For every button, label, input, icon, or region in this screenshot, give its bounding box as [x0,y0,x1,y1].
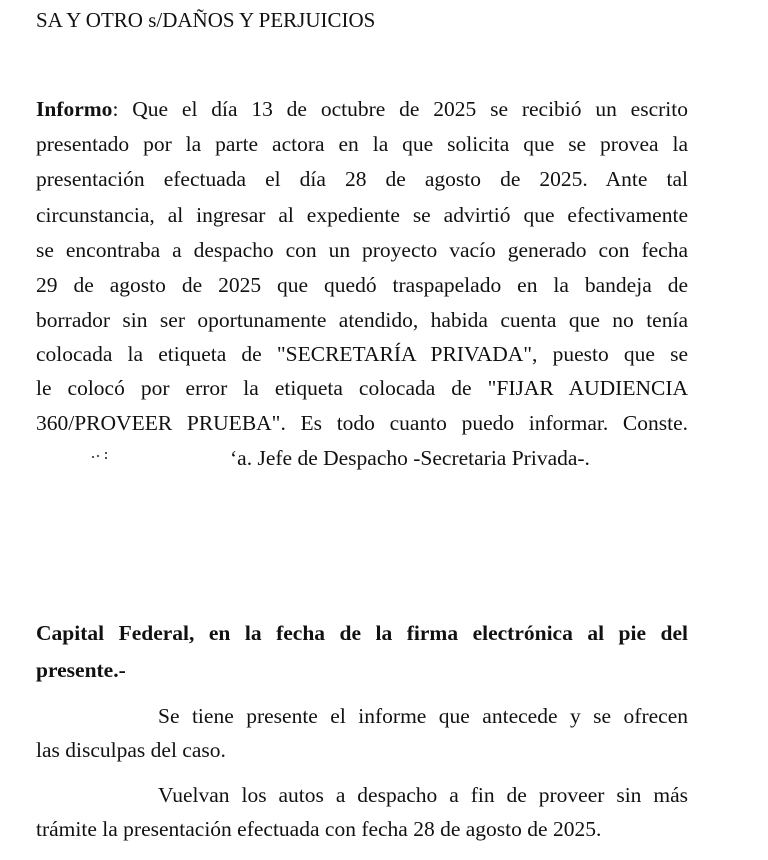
informe-line-2: presentado por la parte actora en la que solicita que se provea la [36,132,688,156]
redaction-mark [90,452,114,460]
informe-line-4: circunstancia, al ingresar al expediente se advirtió que efectivamente [36,203,688,227]
informe-line-1-text: : Que el día 13 de octubre de 2025 se recibió un escrito [112,97,688,121]
informe-line-9: le colocó por error la etiqueta colocada de "FIJAR AUDIENCIA [36,376,688,400]
informe-line-7: borrador sin ser oportunamente atendido, habida cuenta que no tenía [36,308,688,332]
case-caption: SA Y OTRO s/DAÑOS Y PERJUICIOS [36,8,376,32]
signature-line: ʻa. Jefe de Despacho -Secretaria Privada-. [230,446,590,470]
informe-line-1 [36,99,688,121]
resolution-paragraph-2-line-1: Vuelvan los autos a despacho a fin de proveer sin más [158,783,688,807]
resolution-paragraph-1-line-1: Se tiene presente el informe que antecede y se ofrecen [158,704,688,728]
resolution-paragraph-1-line-2: las disculpas del caso. [36,738,226,762]
informe-line-5: se encontraba a despacho con un proyecto vacío generado con fecha [36,238,688,262]
informe-line-3: presentación efectuada el día 28 de agosto de 2025. Ante tal [36,167,688,191]
informe-label: Informo [36,97,113,121]
informe-line-10: 360/PROVEER PRUEBA". Es todo cuanto puedo informar. Conste. [36,411,688,435]
informe-line-8: colocada la etiqueta de "SECRETARÍA PRIVADA", puesto que se [36,342,688,366]
informe-line-6: 29 de agosto de 2025 que quedó traspapelado en la bandeja de [36,273,688,297]
resolution-paragraph-2-line-2: trámite la presentación efectuada con fecha 28 de agosto de 2025. [36,817,602,841]
resolution-heading-line-2: presente.- [36,658,126,682]
resolution-heading-line-1: Capital Federal, en la fecha de la firma electrónica al pie del [36,621,688,645]
